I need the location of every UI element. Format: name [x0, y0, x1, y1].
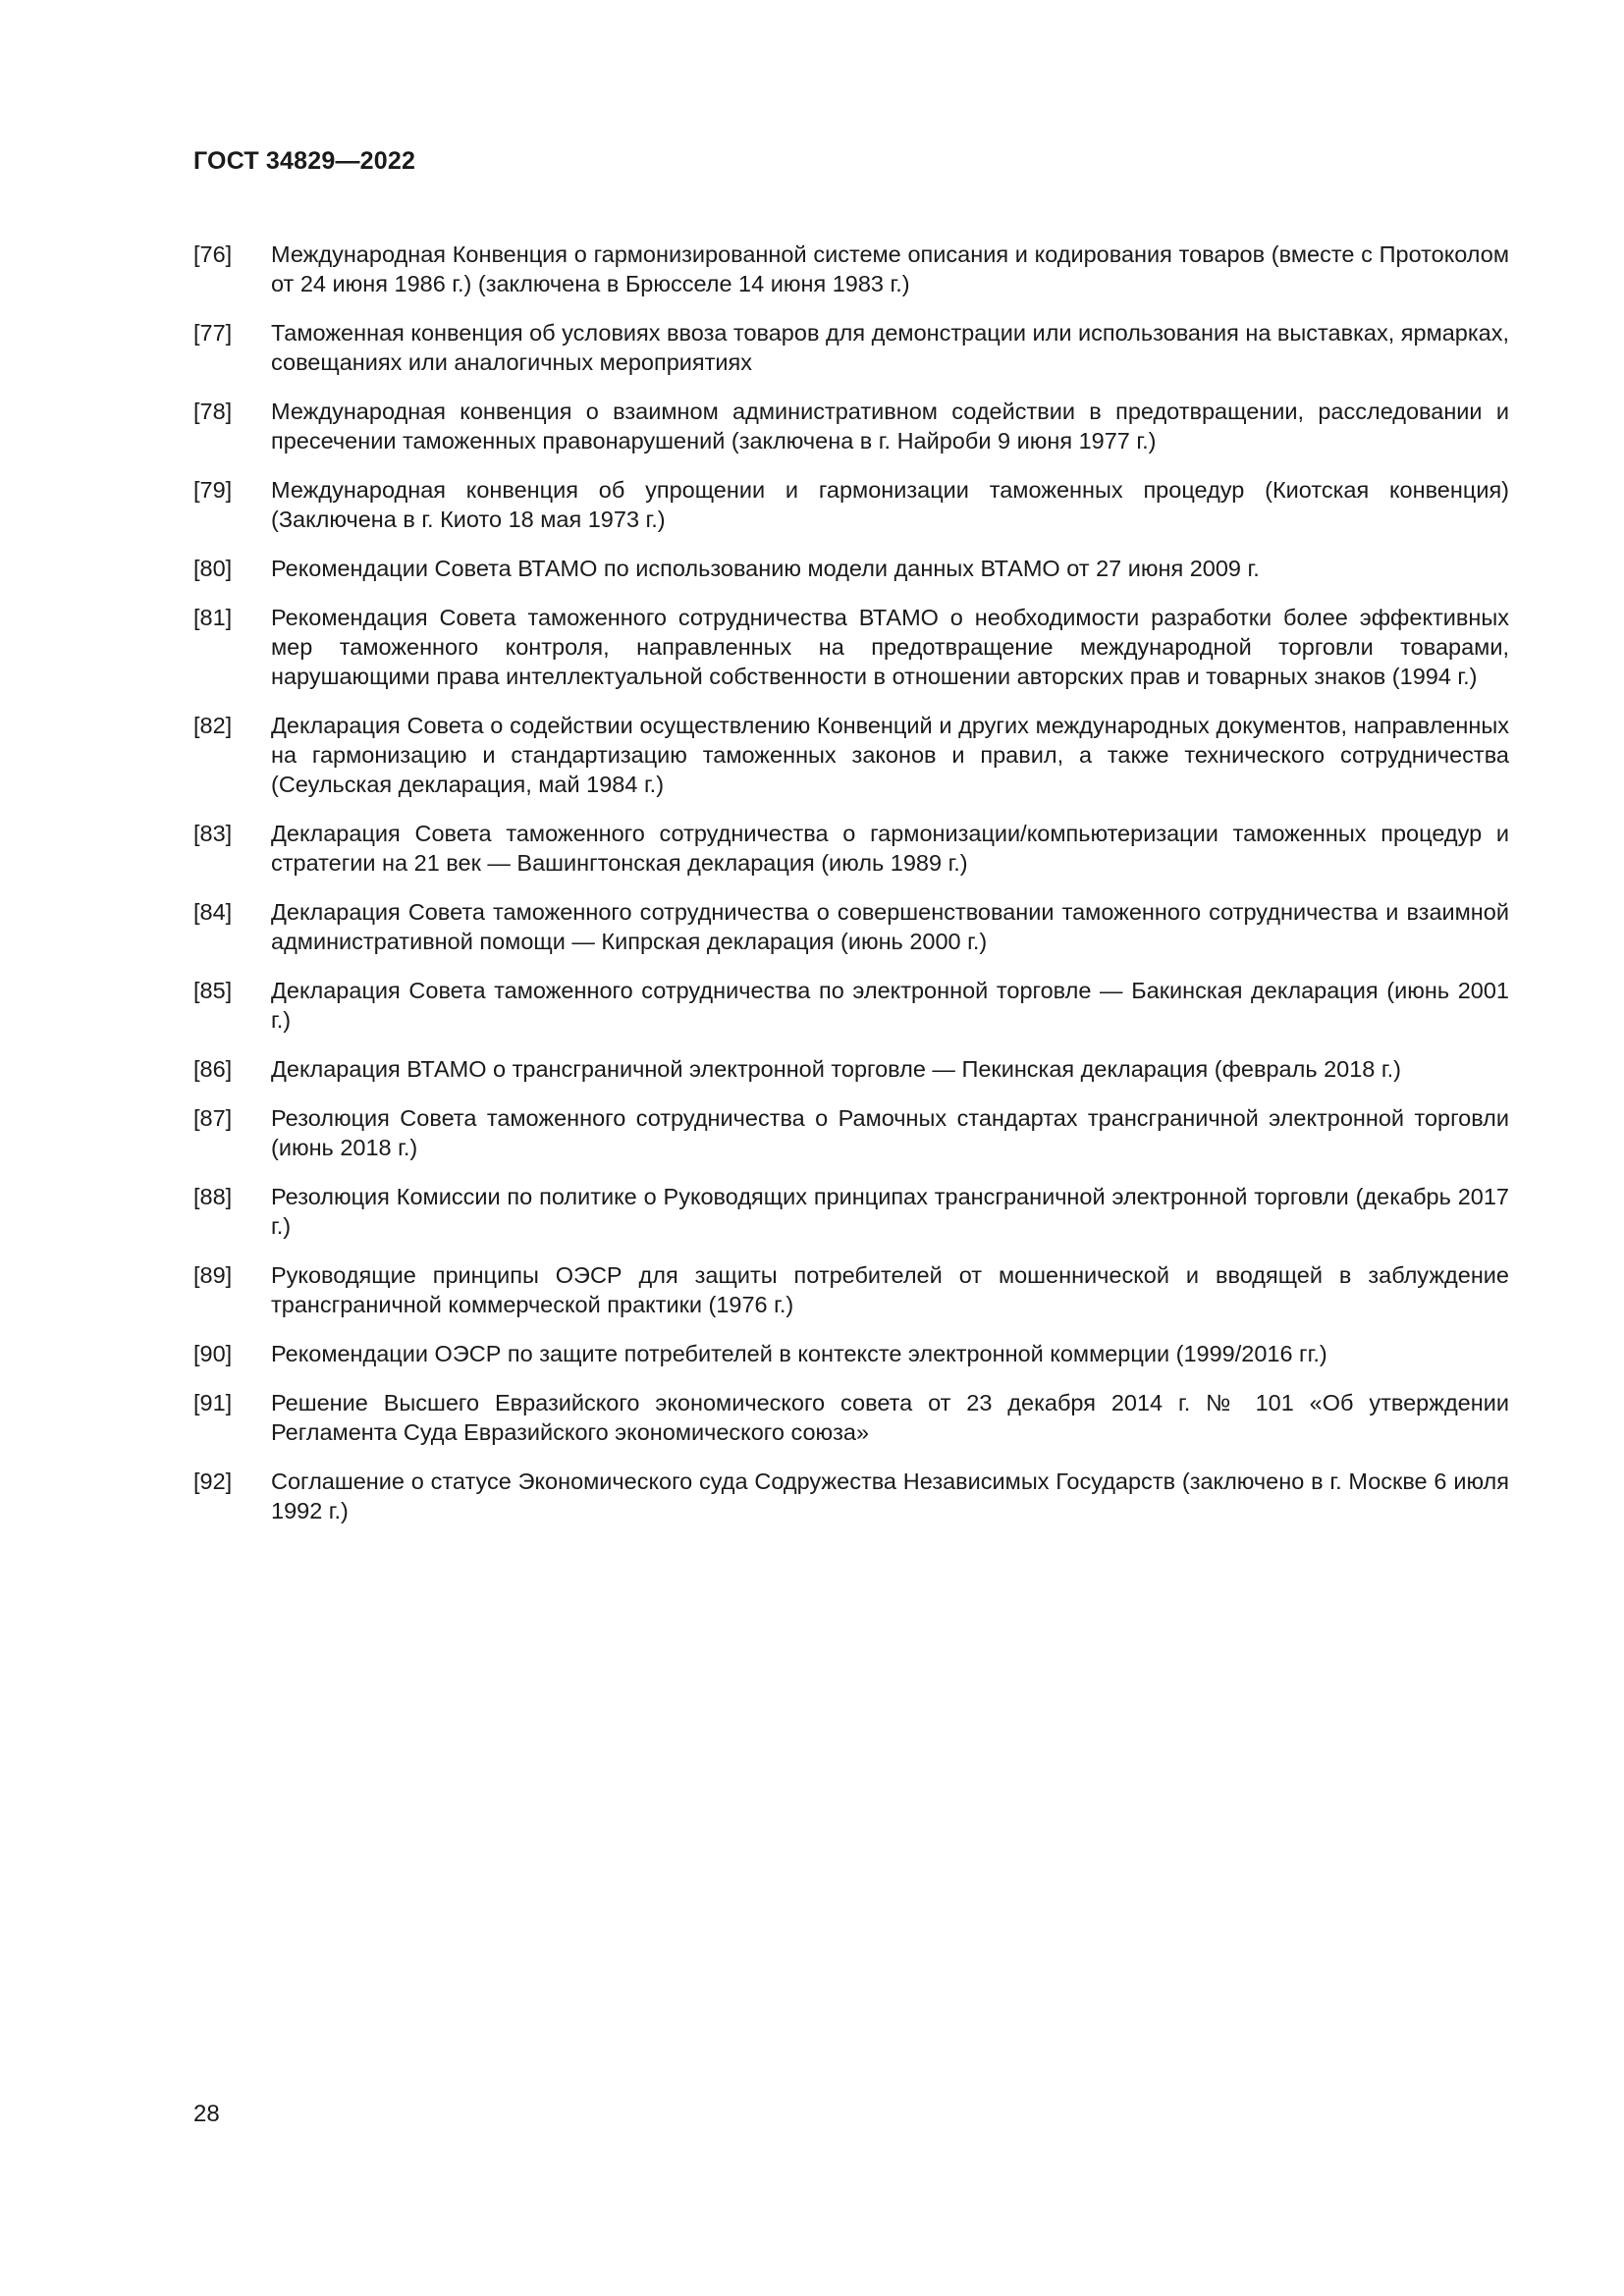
reference-number: [90]: [193, 1341, 233, 1366]
reference-item: [193, 1182, 1509, 1241]
reference-text: Резолюция Совета таможенного сотрудничества о Рамочных стандартах трансграничной электронной торговли (июнь 2018 г.): [271, 1105, 1509, 1160]
reference-number: [85]: [193, 978, 233, 1003]
reference-text: Рекомендации ОЭСР по защите потребителей в контексте электронной коммерции (1999/2016 гг.): [271, 1341, 1327, 1366]
reference-text: Декларация Совета таможенного сотрудничества о совершенствовании таможенного сотрудничества и взаимной административной помощи — Кипрская декларация (июнь 2000 г.): [271, 899, 1509, 954]
reference-number: [91]: [193, 1390, 233, 1415]
reference-number: [77]: [193, 320, 233, 346]
reference-number: [80]: [193, 556, 233, 581]
reference-item: [193, 397, 1509, 455]
reference-number: [86]: [193, 1056, 233, 1082]
reference-number: [81]: [193, 605, 233, 630]
reference-item: [193, 603, 1509, 691]
reference-number: [89]: [193, 1262, 233, 1288]
reference-item: [193, 554, 1509, 583]
reference-text: Рекомендация Совета таможенного сотрудничества ВТАМО о необходимости разработки более эффективных мер таможенного контроля, направленных на предотвращение международной торговли товарами, нарушающими права интеллектуальной собственности в отношении авторских прав и товарных знаков (1994 г.): [271, 605, 1509, 689]
reference-number: [88]: [193, 1184, 233, 1209]
reference-text: Таможенная конвенция об условиях ввоза товаров для демонстрации или использования на выставках, ярмарках, совещаниях или аналогичных мероприятиях: [271, 320, 1510, 375]
reference-number: [87]: [193, 1105, 233, 1131]
reference-item: [193, 240, 1509, 298]
reference-item: [193, 1103, 1509, 1162]
reference-text: Декларация Совета таможенного сотрудничества о гармонизации/компьютеризации таможенных процедур и стратегии на 21 век — Вашингтонская декларация (июль 1989 г.): [271, 821, 1509, 876]
reference-number: [83]: [193, 821, 233, 846]
page-number: 28: [193, 2101, 220, 2127]
reference-item: [193, 976, 1509, 1035]
reference-item: [193, 897, 1509, 956]
reference-text: Декларация ВТАМО о трансграничной электронной торговле — Пекинская декларация (февраль 2018 г.): [271, 1056, 1401, 1082]
reference-item: [193, 1388, 1509, 1447]
reference-text: Соглашение о статусе Экономического суда Содружества Независимых Государств (заключено в г. Москве 6 июля 1992 г.): [271, 1468, 1509, 1523]
reference-number: [92]: [193, 1468, 233, 1494]
reference-text: Декларация Совета таможенного сотрудничества по электронной торговле — Бакинская декларация (июнь 2001 г.): [271, 978, 1509, 1033]
reference-item: [193, 318, 1509, 377]
reference-item: [193, 1339, 1509, 1368]
reference-text: Международная конвенция об упрощении и гармонизации таможенных процедур (Киотская конвенция) (Заключена в г. Киото 18 мая 1973 г.): [271, 477, 1509, 532]
reference-item: [193, 819, 1509, 878]
reference-number: [78]: [193, 399, 233, 424]
reference-text: Решение Высшего Евразийского экономического совета от 23 декабря 2014 г. № 101 «Об утверждении Регламента Суда Евразийского экономического союза»: [271, 1390, 1509, 1445]
reference-item: [193, 711, 1509, 799]
reference-text: Рекомендации Совета ВТАМО по использованию модели данных ВТАМО от 27 июня 2009 г.: [271, 556, 1260, 581]
reference-number: [76]: [193, 241, 233, 267]
reference-item: [193, 1467, 1509, 1525]
reference-text: Резолюция Комиссии по политике о Руководящих принципах трансграничной электронной торговли (декабрь 2017 г.): [271, 1184, 1509, 1239]
reference-item: [193, 1054, 1509, 1084]
document-header: ГОСТ 34829—2022: [193, 147, 416, 175]
reference-number: [79]: [193, 477, 233, 503]
reference-text: Международная конвенция о взаимном административном содействии в предотвращении, расследовании и пресечении таможенных правонарушений (заключена в г. Найроби 9 июня 1977 г.): [271, 399, 1509, 454]
reference-list: [193, 240, 1509, 1545]
reference-text: Декларация Совета о содействии осуществлению Конвенций и других международных документов, направленных на гармонизацию и стандартизацию таможенных законов и правил, а также технического сотрудничества (Сеульская декларация, май 1984 г.): [271, 713, 1509, 797]
reference-text: Международная Конвенция о гармонизированной системе описания и кодирования товаров (вместе с Протоколом от 24 июня 1986 г.) (заключена в Брюсселе 14 июня 1983 г.): [271, 241, 1509, 296]
reference-number: [82]: [193, 713, 233, 738]
reference-text: Руководящие принципы ОЭСР для защиты потребителей от мошеннической и вводящей в заблуждение трансграничной коммерческой практики (1976 г.): [271, 1262, 1509, 1317]
reference-item: [193, 475, 1509, 534]
reference-number: [84]: [193, 899, 233, 925]
reference-item: [193, 1260, 1509, 1319]
